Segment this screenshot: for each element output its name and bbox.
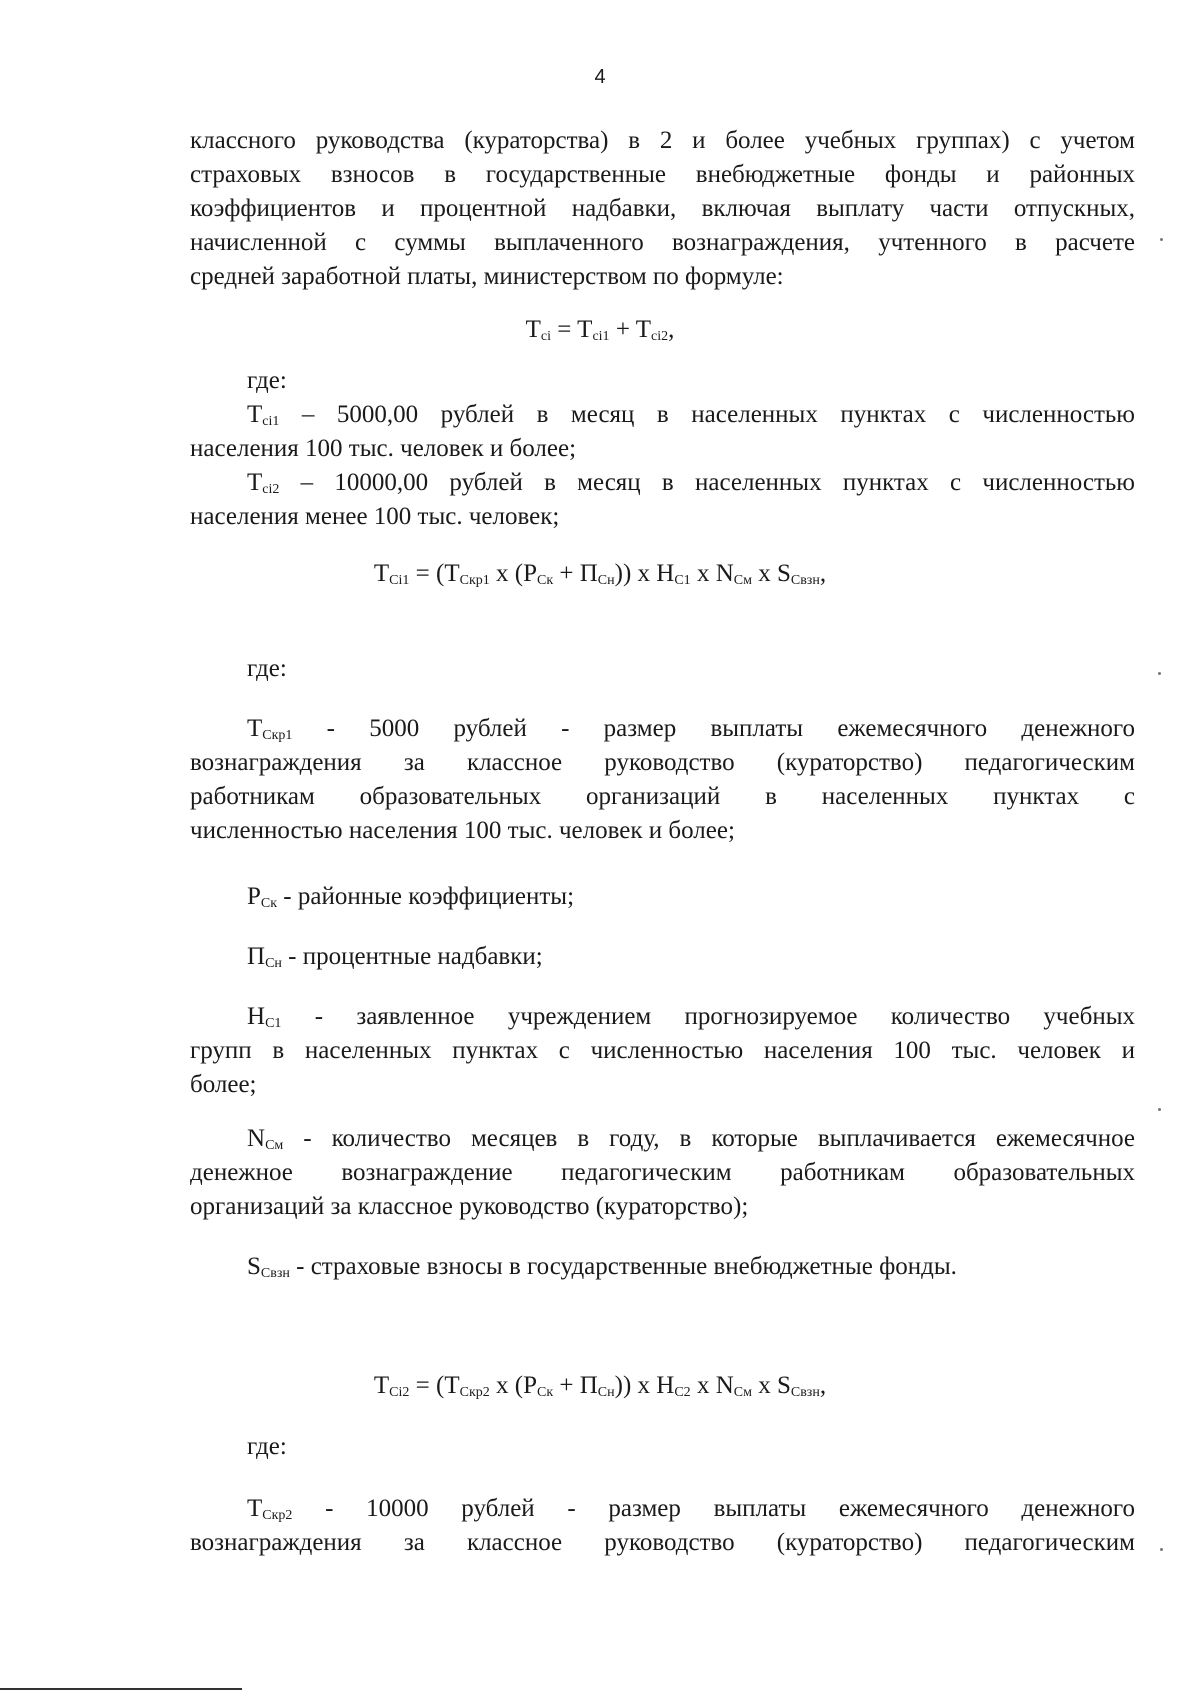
scan-speck: [1160, 1548, 1163, 1551]
intro-line: средней заработной платы, министерством по формуле:: [190, 263, 784, 290]
intro-paragraph: [190, 124, 1135, 294]
intro-line: классного руководства (кураторства) в 2 и более учебных группах) с учетом: [190, 127, 1135, 154]
where-label: где:: [247, 367, 287, 394]
footnote-rule: [0, 1688, 242, 1690]
formula-tci1: $T_{Ci1} = (T_{Скр1}$ x $(P_{Ск} + П_{Сн})$) x $H_{C1}$ x $N_{См}$ x $S_{Свзн}$,: [373, 560, 827, 588]
page-number: 4: [594, 66, 606, 88]
intro-line: коэффициентов и процентной надбавки, включая выплату части отпускных,: [190, 195, 1135, 222]
scan-speck: [1158, 1108, 1161, 1111]
definition-psn: $П_{Сн}$ - процентные надбавки;: [247, 943, 543, 971]
formula-tci: $T_{ci} = T_{ci1} + T_{ci2}$,: [525, 316, 675, 344]
where-label: где:: [247, 1433, 287, 1460]
definition-tskr2: $T_{Скр2} - 10000$ рублей - размер выплаты ежемесячного денежного вознаграждения за классное руководство (кураторство) педагогическим: [190, 1495, 1135, 1556]
definition-psk: $P_{Ск}$ - районные коэффициенты;: [247, 883, 575, 911]
definition-ssvzn: $S_{Свзн}$ - страховые взносы в государственные внебюджетные фонды.: [247, 1253, 957, 1281]
definition-tci2: $T_{ci2} - 10000,00$ рублей в месяц в населенных пунктах с численностью населения менее 100 тыс. человек;: [190, 469, 1135, 530]
scan-speck: [1160, 238, 1163, 241]
definition-tskr1: $T_{Скр1} - 5000$ рублей - размер выплаты ежемесячного денежного вознаграждения за классное руководство (кураторство) педагогическим работникам образовательных организаций в населенных пунктах с численностью населения 100 тыс. человек и более;: [190, 715, 1135, 844]
formula-tci2: $T_{Ci2} = (T_{Скр2}$ x $(P_{Ск} + П_{Сн})$) x $H_{C2}$ x $N_{См}$ x $S_{Свзн}$,: [373, 1372, 827, 1400]
intro-line: начисленной с суммы выплаченного вознаграждения, учтенного в расчете: [190, 229, 1135, 256]
definition-hc1: $H_{C1}$ - заявленное учреждением прогнозируемое количество учебных групп в населенных пунктах с численностью населения 100 тыс. человек и более;: [190, 1003, 1135, 1098]
definition-tci1: $T_{ci1} - 5000,00$ рублей в месяц в населенных пунктах с численностью населения 100 тыс. человек и более;: [190, 401, 1135, 462]
scan-speck: [1158, 672, 1161, 675]
where-label: где:: [247, 655, 287, 682]
definition-nsm: $N_{См}$ - количество месяцев в году, в которые выплачивается ежемесячное денежное вознаграждение педагогическим работникам образовательных организаций за классное руководство (кураторство);: [190, 1125, 1135, 1220]
intro-line: страховых взносов в государственные внебюджетные фонды и районных: [190, 161, 1135, 188]
